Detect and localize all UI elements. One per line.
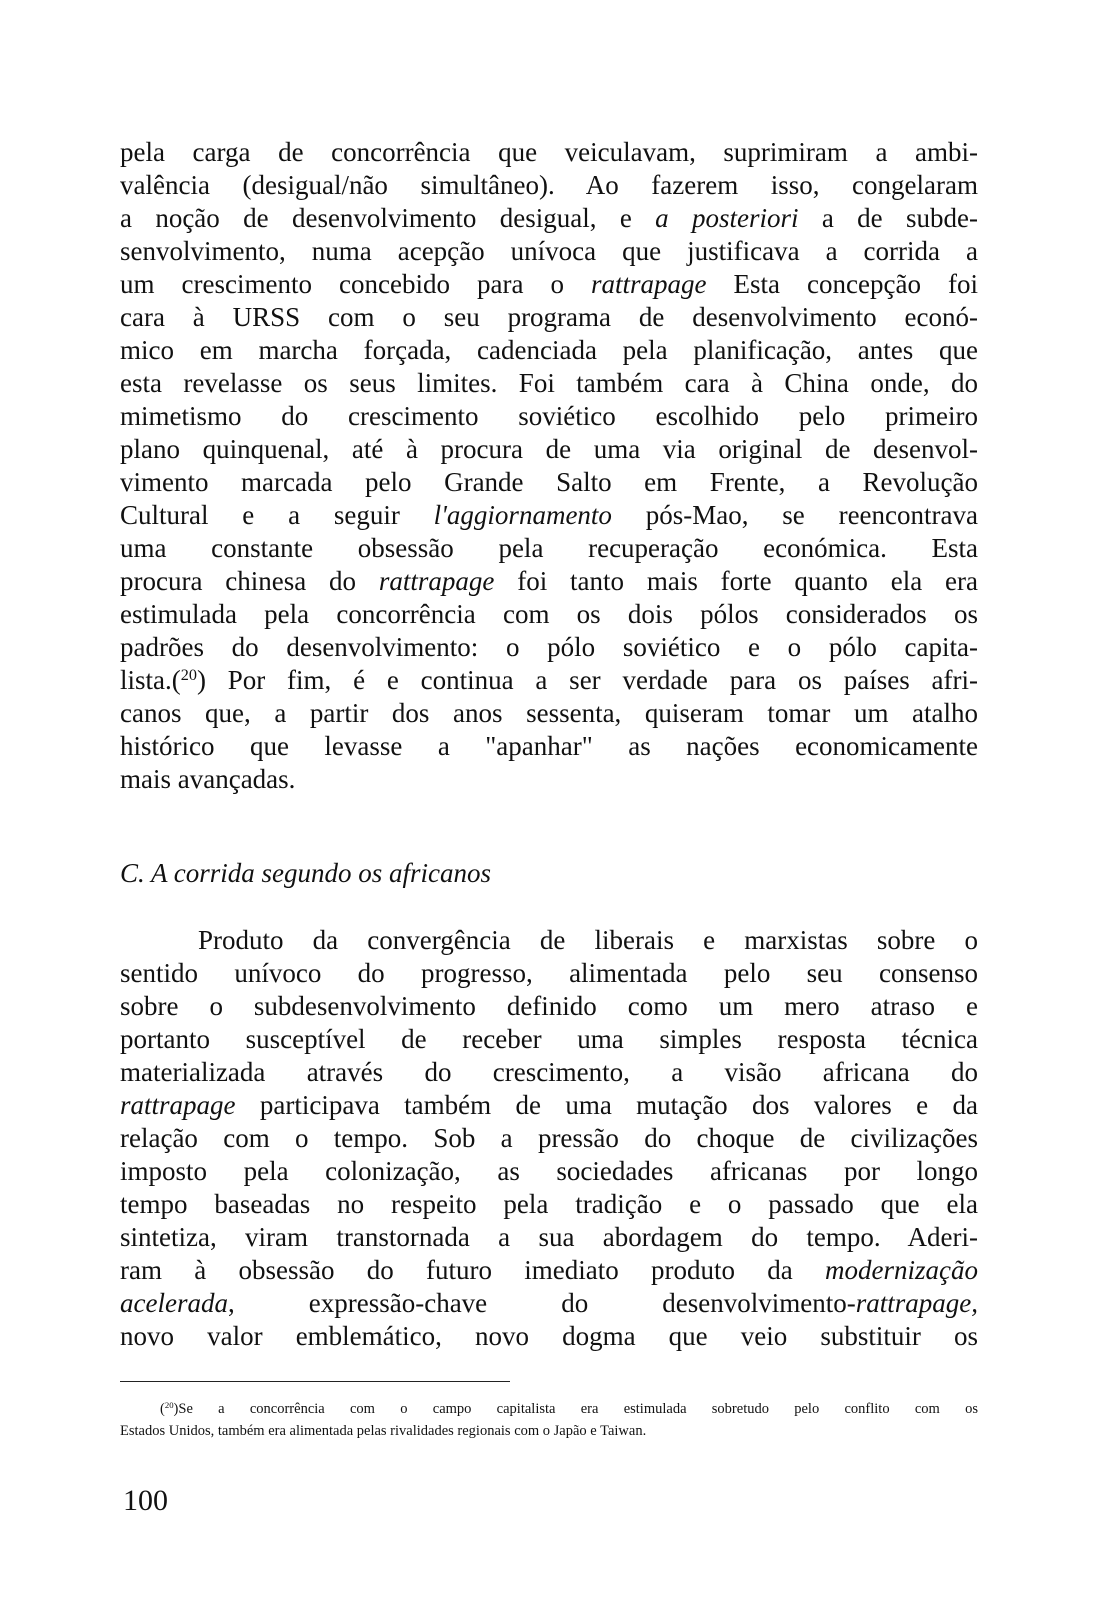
text-line: canos que, a partir dos anos sessenta, quiseram tomar um atalho xyxy=(120,698,978,728)
text-line: mico em marcha forçada, cadenciada pela planificação, antes que xyxy=(120,335,978,365)
italic-term: rattrapage xyxy=(378,566,495,596)
text-line: histórico que levasse a "apanhar" as nações economicamente xyxy=(120,731,978,761)
text-line: mais avançadas. xyxy=(120,764,296,794)
text-line: novo valor emblemático, novo dogma que veio substituir os xyxy=(120,1321,978,1351)
page-number: 100 xyxy=(123,1484,168,1517)
italic-term: rattrapage xyxy=(591,269,707,299)
italic-term: acelerada xyxy=(120,1288,228,1318)
text-line: vimento marcada pelo Grande Salto em Frente, a Revolução xyxy=(120,467,978,497)
text-line: mimetismo do crescimento soviético escolhido pelo primeiro xyxy=(120,401,978,431)
text-line: Cultural e a seguir l'aggiornamento pós-Mao, se reencontrava xyxy=(120,500,978,530)
italic-term: l'aggiornamento xyxy=(433,500,612,530)
footnote-marker: 20 xyxy=(164,1400,174,1411)
text-line: procura chinesa do rattrapage foi tanto mais forte quanto ela era xyxy=(120,566,978,596)
text-line: acelerada, expressão-chave do desenvolvimento-rattrapage, xyxy=(120,1288,978,1318)
footnote-line: Estados Unidos, também era alimentada pelas rivalidades regionais com o Japão e Taiwan. xyxy=(120,1423,647,1439)
text-line: a noção de desenvolvimento desigual, e a posteriori a de subde- xyxy=(120,203,978,233)
italic-term: rattrapage xyxy=(120,1090,236,1120)
text-line: sentido unívoco do progresso, alimentada pelo seu consenso xyxy=(120,958,978,988)
text-line: portanto susceptível de receber uma simples resposta técnica xyxy=(120,1024,978,1054)
text-line: cara à URSS com o seu programa de desenvolvimento econó- xyxy=(120,302,978,332)
text-line: sintetiza, viram transtornada a sua abordagem do tempo. Aderi- xyxy=(120,1222,978,1252)
italic-term: a posteriori xyxy=(655,203,799,233)
text-line: padrões do desenvolvimento: o pólo soviético e o pólo capita- xyxy=(120,632,978,662)
italic-term: rattrapage, xyxy=(855,1288,978,1318)
text-line: plano quinquenal, até à procura de uma via original de desenvol- xyxy=(120,434,978,464)
section-heading: C. A corrida segundo os africanos xyxy=(120,858,492,888)
text-line: pela carga de concorrência que veiculavam, suprimiram a ambi- xyxy=(120,137,978,167)
footnote-divider xyxy=(120,1381,510,1382)
footnote-line: ($^{20}$)Se a concorrência com o campo capitalista era estimulada sobretudo pelo conflito com os xyxy=(160,1400,978,1417)
italic-term: modernização xyxy=(825,1255,978,1285)
footnote xyxy=(120,1398,978,1442)
footnote-reference[interactable]: 20 xyxy=(180,666,197,685)
text-line: ram à obsessão do futuro imediato produto da modernização xyxy=(120,1255,978,1285)
text-line: esta revelasse os seus limites. Foi também cara à China onde, do xyxy=(120,368,978,398)
text-line: valência (desigual/não simultâneo). Ao fazerem isso, congelaram xyxy=(120,170,978,200)
text-line: lista.($^{20}$) Por fim, é e continua a ser verdade para os países afri- xyxy=(120,665,978,695)
text-line: rattrapage participava também de uma mutação dos valores e da xyxy=(120,1090,978,1120)
text-line: uma constante obsessão pela recuperação económica. Esta xyxy=(120,533,978,563)
body-paragraph-2 xyxy=(120,924,978,1353)
text-line: relação com o tempo. Sob a pressão do choque de civilizações xyxy=(120,1123,978,1153)
text-line: senvolvimento, numa acepção unívoca que justificava a corrida a xyxy=(120,236,978,266)
body-paragraph-1 xyxy=(120,136,978,796)
text-line: sobre o subdesenvolvimento definido como um mero atraso e xyxy=(120,991,978,1021)
text-line: tempo baseadas no respeito pela tradição e o passado que ela xyxy=(120,1189,978,1219)
text-line: estimulada pela concorrência com os dois pólos considerados os xyxy=(120,599,978,629)
text-line: materializada através do crescimento, a visão africana do xyxy=(120,1057,978,1087)
text-line: um crescimento concebido para o rattrapage Esta concepção foi xyxy=(120,269,978,299)
text-line: imposto pela colonização, as sociedades africanas por longo xyxy=(120,1156,978,1186)
text-line: Produto da convergência de liberais e marxistas sobre o xyxy=(198,925,978,955)
